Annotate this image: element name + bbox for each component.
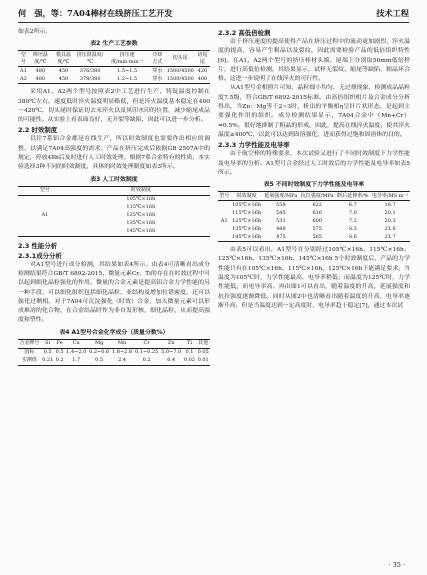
table-header: Fe xyxy=(54,339,64,348)
table-cell: 1500/4500 xyxy=(166,67,194,74)
table-cell: 0.2 xyxy=(142,357,151,364)
table-cell: A2 xyxy=(20,75,27,82)
table-cell: A1 xyxy=(20,67,27,74)
table-row xyxy=(218,201,410,210)
table-cell: 450 xyxy=(58,75,69,82)
table-row xyxy=(218,233,410,242)
table-cell: 1.4~2.0 xyxy=(66,349,87,356)
table-row xyxy=(218,209,410,217)
table-cell: 565 xyxy=(312,233,322,240)
paragraph: 对A1型号进行成分检测，其结果如表4所示。由表4可清晰看出成分检测结果符合GB/T 6892-2015，微量元素Cr、Ti的存在在时效过程中可以起到细化晶粒强化的作用。微量的合金元素是提高铝合金力学性能的另一种手段，可以细化组织包括细化晶粒、亚结构及增加位错密度，还可以强化过剩相。对于7A04可沉淀强化（时效）合金，加入微量元素可以形成难溶的化合物，在合金结晶时作为非自发形核，细化晶粒，从而提高强度和塑性。 xyxy=(18,261,210,324)
table-cell: 488 xyxy=(276,225,286,232)
section-heading: 2.3 性能分析 xyxy=(18,241,58,250)
table4-caption: 表4 A1型号合金化学成分（质量分数%） xyxy=(59,329,169,336)
table-header: 型号 xyxy=(18,186,72,195)
table-cell: 5.0~7.0 xyxy=(161,349,182,356)
paragraph: 采用A1、A2两个型号按照表2中工艺进行生产，铸锭温度控制在380℃左右。速度低时淬火温度明显略低，但是淬火温度基本稳定在400～420℃。切头尾时保证切去未淬火以及风印水印的位置，减少缩尾成品的可能性。从实验上看表面良好，无开裂等缺陷，因此可以进一步分析。 xyxy=(18,89,210,124)
table-header: 电导率/MS·m⁻¹ xyxy=(371,192,409,199)
table-header: 挤压筒温度/℃ xyxy=(76,51,104,65)
table-header: 冷却方式 xyxy=(149,51,166,67)
table-header: 延展强度/MPa xyxy=(264,192,298,199)
table-cell: 1.5~1.5 xyxy=(117,67,138,74)
table-cell: 0.2 xyxy=(55,357,64,364)
section-heading: 2.2 时效制度 xyxy=(18,126,58,135)
table-cell: 575 xyxy=(312,225,322,232)
table-cell: 115℃×16h xyxy=(232,209,262,216)
table-header: Si xyxy=(41,339,55,348)
table-row xyxy=(18,348,210,357)
table-cell: 400 xyxy=(197,75,208,82)
table-cell: 0.2~0.6 xyxy=(89,349,110,356)
table-header: 棒坯温度/℃ xyxy=(29,51,52,67)
table-header: Cu xyxy=(65,339,88,348)
table-cell: 7.0 xyxy=(348,209,357,216)
table2-caption: 表2 生产工艺参数 xyxy=(90,41,138,48)
table-cell: 125℃×16h xyxy=(232,217,262,224)
table-cell: 105℃×16h xyxy=(126,196,156,203)
table-cell: 20.1 xyxy=(384,209,396,216)
table-cell: 545 xyxy=(276,209,286,216)
table-cell: 135℃×16h xyxy=(126,220,156,227)
left-column xyxy=(18,28,210,370)
table-header: 型号 xyxy=(18,51,29,67)
table-cell: 531 xyxy=(276,217,286,224)
table-cell: 420 xyxy=(197,67,208,74)
table-cell: 6.7 xyxy=(348,201,357,208)
table-cell: A1 xyxy=(220,217,228,224)
table-header: Zn xyxy=(160,339,183,348)
table-cell: 622 xyxy=(312,201,322,208)
table-cell: 125℃×16h xyxy=(126,212,156,219)
table2 xyxy=(18,50,210,84)
paragraph: 如表2所示。 xyxy=(18,29,52,35)
paragraph: 从A1型号金相照片可知，晶粒细小均匀，无过烧现象，检测成品晶粒度7.5级，符合GB/T 6892-2015标准。由高倍组织相片及合金成分分析得出，当Zn：Mg等于2~3时，析出的平衡相η呈针片状形态，是起到主要强化作用的组织。成分检测结果显示，7A04合金中（Mn+Cr）=0.5%，很好地抑制了粗晶的形成。因此，提高在线淬火温度，使其淬火温度≥400℃，以此可以达到固溶强化，进而获得过饱和固溶体的目的。 xyxy=(218,85,410,138)
table-cell: 0.01 xyxy=(197,357,209,364)
table-cell: 1.2~1.5 xyxy=(117,75,138,82)
table-row xyxy=(18,67,210,76)
table4 xyxy=(18,339,210,366)
table-cell: 376/380 xyxy=(79,67,101,74)
table-cell: 616 xyxy=(312,209,322,216)
table-cell: 0.1~0.25 xyxy=(135,349,159,356)
table-cell: 20.3 xyxy=(384,217,396,224)
table-header: 时效制度 xyxy=(72,186,210,195)
table-cell: 0.02 xyxy=(183,357,196,364)
table-cell: 8.3 xyxy=(348,225,357,232)
table-row xyxy=(18,75,210,84)
table-cell: 0.5 xyxy=(95,357,104,364)
paragraph: 由于航空棒的特殊要求，本次试验又进行了不同时效制度下力学性能及电导率的分析。A1型号合金经过人工时效后的力学性能及电导率如表5所示。 xyxy=(218,151,410,176)
table-cell: 600 xyxy=(312,217,322,224)
paragraph: 以往7系铝合金都是在线生产，所以时效制度也需要作出相应的调整，以满足7A04高强度的需求。产品在挤压完成后依据GB 2507A中的规定，停放48h后及时进行人工时效处理。根据7系合金特有的性质，本实验选择3种不同的时效制度，具体的时效处理制度如表3所示。 xyxy=(18,136,210,171)
table-cell: 21.6 xyxy=(384,225,396,232)
table-cell: 0.5 xyxy=(43,349,52,356)
table-cell: 475 xyxy=(276,233,286,240)
table3 xyxy=(18,186,210,237)
table-cell: 480 xyxy=(35,67,46,74)
table-header: Mg xyxy=(88,339,111,348)
table-header: 其他 xyxy=(198,340,209,347)
table-cell: 378/380 xyxy=(79,75,101,82)
table-header: 模具温度/℃ xyxy=(52,51,75,67)
subsection-heading: 2.3.3 力学性能及电导率 xyxy=(218,141,290,150)
table-header: 切尾尾 xyxy=(195,51,210,67)
page-number: · 35 · xyxy=(388,561,405,569)
table-row xyxy=(218,217,410,225)
table-cell: 穿水 xyxy=(152,67,163,74)
table-cell: 558 xyxy=(276,201,286,208)
table-header: 抗拉强度/MPa xyxy=(300,192,334,199)
paragraph: 由表5可以看出，A1型号在分别经过105℃×16h、115℃×16h、125℃×16h、135℃×16h、145℃×16h 5个时效制度后，产品的力学性能只有在105℃×16h、115℃×16h、125℃×16h下能满足要求。当温度为105℃时，力学性能最高，电导率稍低；而温度为125℃时，力学性能低，而电导率高。再由图1可以看出，随着温度的升高，延展强度和抗拉强度逐渐降低。同时从图2中也清晰看出随着温度的升高，电导率逐渐升高，但是当温度达到一定高度时，电导率趋于稳定[7]，通过本次试 xyxy=(218,247,410,309)
table-cell: 135℃×16h xyxy=(232,225,262,232)
table-cell: A1 xyxy=(41,212,49,219)
header-section: 技术工程 xyxy=(376,8,409,18)
table-row xyxy=(18,195,210,204)
table-cell: 145℃×16h xyxy=(232,233,262,240)
table-cell: 7.2 xyxy=(348,217,357,224)
paragraph: 由于挤压速度的提高使得产品在挤压过程中的流动更加剧烈，淬火温度的提高，容易产生粗晶以及裂纹，因此需要检验产品的低倍组织特性[6]。在A1、A2两个型号的挤压棒材头端、尾端上分别取50mm低倍样片，进行高低倍检测。其结果显示，试样无裂纹、缩尾等缺陷，粗晶环合格。这进一步说明了在线淬火的可行性。 xyxy=(218,39,410,83)
table-row xyxy=(18,357,210,366)
table-cell: 21.7 xyxy=(384,233,396,240)
table-cell: 0.5 xyxy=(55,349,64,356)
table5-caption: 表5 不同时效制度下力学性能及电导率 xyxy=(263,182,365,189)
table-cell: 18.7 xyxy=(384,201,396,208)
subsection-heading: 2.3.2 高低倍检测 xyxy=(218,29,271,37)
table-header: 断后延伸率/% xyxy=(337,192,369,199)
table-header: Cr xyxy=(134,339,160,348)
running-header xyxy=(18,6,409,23)
table-cell: 1.7 xyxy=(72,357,81,364)
table5 xyxy=(218,191,410,242)
subsection-heading: 2.3.1成分分析 xyxy=(18,251,62,260)
table-cell: 115℃×16h xyxy=(126,204,156,211)
table-header: 挤压速度/mm·min⁻¹ xyxy=(105,51,149,67)
header-title: 何 强，等：7A04棒材在线挤压工艺开发 xyxy=(18,8,173,18)
table-header: 合金牌号 xyxy=(19,340,40,347)
table-cell: 480 xyxy=(35,75,46,82)
table-header: 型号 xyxy=(219,192,230,199)
table-cell: 105℃×16h xyxy=(232,201,262,208)
table-header: 切头尾 xyxy=(166,51,195,67)
table-header: 时效制度 xyxy=(231,192,263,201)
table-header: Ti xyxy=(183,339,197,348)
table-cell: 0.21 xyxy=(42,357,54,364)
table-cell: 8.6 xyxy=(348,233,357,240)
table-cell: 6.4 xyxy=(167,357,176,364)
table-cell: 2.4 xyxy=(118,357,127,364)
table-cell: 1.8~2.8 xyxy=(112,349,133,356)
table-cell: 0.05 xyxy=(197,349,209,356)
table-cell: 145℃×16h xyxy=(126,228,156,235)
table-row xyxy=(218,225,410,233)
table-cell: 国标 xyxy=(24,349,35,356)
right-column xyxy=(218,28,410,311)
table-header: Mn xyxy=(111,339,134,348)
table-cell: 0.1 xyxy=(185,349,194,356)
table-cell: 450 xyxy=(58,67,69,74)
table-cell: 1500/4500 xyxy=(166,75,194,82)
table-cell: 穿水 xyxy=(152,75,163,82)
table3-caption: 表3 人工时效制度 xyxy=(90,176,138,183)
table-cell: 实测值 xyxy=(21,357,37,364)
